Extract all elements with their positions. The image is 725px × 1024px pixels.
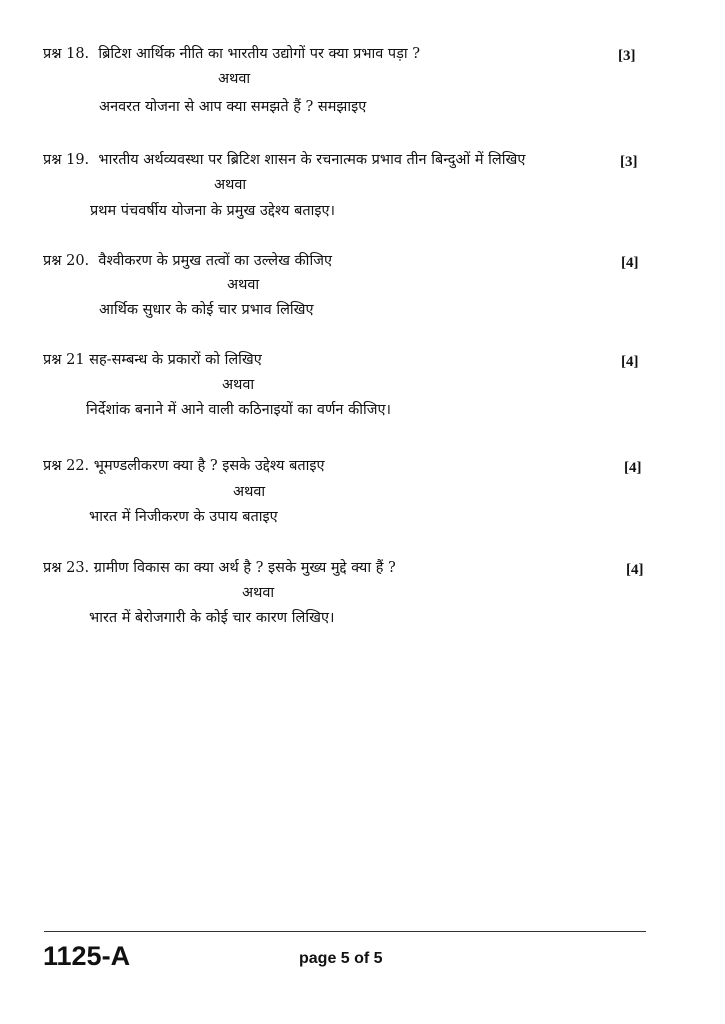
marks-badge: [3] (620, 154, 638, 170)
question-line (43, 44, 420, 64)
marks-badge: [4] (624, 460, 642, 476)
question-text: भारतीय अर्थव्यवस्था पर ब्रिटिश शासन के रचनात्मक प्रभाव तीन बिन्दुओं में लिखिए (98, 152, 526, 168)
or-separator: अथवा (218, 71, 251, 87)
marks-badge: [4] (621, 255, 639, 271)
or-separator: अथवा (222, 377, 255, 393)
marks-badge: [3] (618, 48, 636, 64)
question-number: प्रश्न 20. (43, 253, 90, 269)
question-number: प्रश्न 19. (43, 152, 90, 168)
alternative-question: प्रथम पंचवर्षीय योजना के प्रमुख उद्देश्य बताइए। (90, 203, 336, 219)
question-text: भूमण्डलीकरण क्या है ? इसके उद्देश्य बताइए (93, 458, 325, 474)
marks-badge: [4] (621, 354, 639, 370)
alternative-question: भारत में बेरोजगारी के कोई चार कारण लिखिए। (89, 610, 335, 626)
alternative-question: निर्देशांक बनाने में आने वाली कठिनाइयों का वर्णन कीजिए। (86, 402, 392, 418)
paper-code: 1125-A (43, 941, 131, 971)
question-line (43, 558, 396, 578)
or-separator: अथवा (242, 585, 275, 601)
question-number: प्रश्न 21 (43, 352, 85, 368)
alternative-question: भारत में निजीकरण के उपाय बताइए (89, 509, 278, 525)
marks-badge: [4] (626, 562, 644, 578)
alternative-question: अनवरत योजना से आप क्या समझते हैं ? समझाइए (99, 99, 367, 115)
footer-divider (44, 931, 646, 932)
or-separator: अथवा (233, 484, 266, 500)
question-text: वैश्वीकरण के प्रमुख तत्वों का उल्लेख कीजिए (98, 253, 332, 269)
question-number: प्रश्न 23. (43, 560, 90, 576)
question-line (43, 150, 525, 170)
question-text: सह-सम्बन्ध के प्रकारों को लिखिए (89, 352, 262, 368)
page-number: page 5 of 5 (299, 950, 383, 967)
question-line (43, 456, 325, 476)
question-text: ब्रिटिश आर्थिक नीति का भारतीय उद्योगों पर क्या प्रभाव पड़ा ? (98, 46, 421, 62)
question-number: प्रश्न 18. (43, 46, 90, 62)
or-separator: अथवा (214, 177, 247, 193)
question-number: प्रश्न 22. (43, 458, 90, 474)
alternative-question: आर्थिक सुधार के कोई चार प्रभाव लिखिए (99, 302, 314, 318)
question-line (43, 251, 332, 271)
question-line (43, 350, 262, 370)
question-text: ग्रामीण विकास का क्या अर्थ है ? इसके मुख्य मुद्दे क्या हैं ? (93, 560, 396, 576)
or-separator: अथवा (227, 277, 260, 293)
